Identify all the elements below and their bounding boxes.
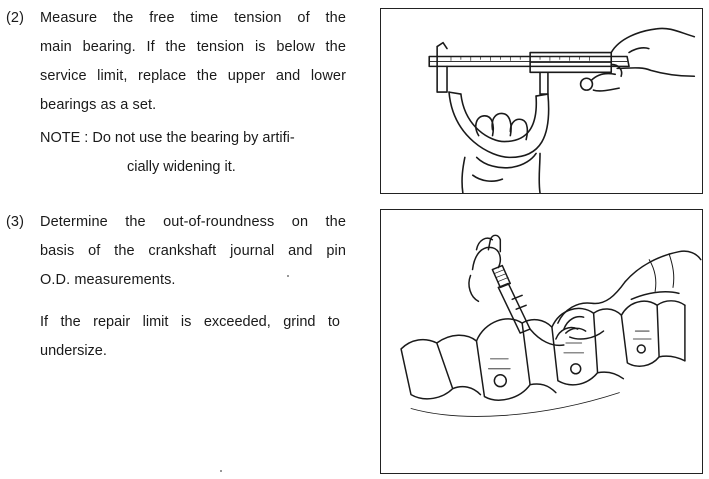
- figure-crankshaft-measurement: [380, 209, 703, 474]
- step-2-text: [40, 4, 346, 120]
- crankshaft-micrometer-illustration-icon: [381, 210, 702, 473]
- paragraph-line-1: If the repair limit is exceeded, grind to: [40, 314, 340, 330]
- step-2-block: [6, 4, 346, 120]
- step-3-paragraph: [40, 308, 340, 366]
- step-2-line-4: bearings as a set.: [40, 97, 157, 113]
- caliper-bearing-illustration-icon: [381, 9, 702, 193]
- step-3-line-2: basis of the crankshaft journal and pin: [40, 243, 346, 259]
- scan-speck: [220, 470, 222, 472]
- step-2-line-1: Measure the free time tension of the: [40, 10, 346, 26]
- scan-speck: [287, 275, 289, 277]
- step-2-row: [6, 4, 346, 120]
- step-3-number: (3): [6, 214, 25, 230]
- note-block: [40, 124, 340, 182]
- note-line-1: Do not use the bearing by artifi-: [92, 130, 295, 146]
- step-3-block: [6, 208, 346, 295]
- step-3-line-3: O.D. measurements.: [40, 272, 176, 288]
- paragraph-line-2: undersize.: [40, 343, 107, 359]
- step-2-number: (2): [6, 10, 25, 26]
- note-row: [40, 124, 340, 153]
- step-2-line-3: service limit, replace the upper and lower: [40, 68, 346, 84]
- step-3-text: [40, 208, 346, 295]
- step-2-line-2: main bearing. If the tension is below the: [40, 39, 346, 55]
- figure-bearing-tension: [380, 8, 703, 194]
- note-line-2: cially widening it.: [127, 159, 236, 175]
- note-label: NOTE :: [40, 130, 89, 146]
- step-3-line-1: Determine the out-of-roundness on the: [40, 214, 346, 230]
- step-3-row: [6, 208, 346, 295]
